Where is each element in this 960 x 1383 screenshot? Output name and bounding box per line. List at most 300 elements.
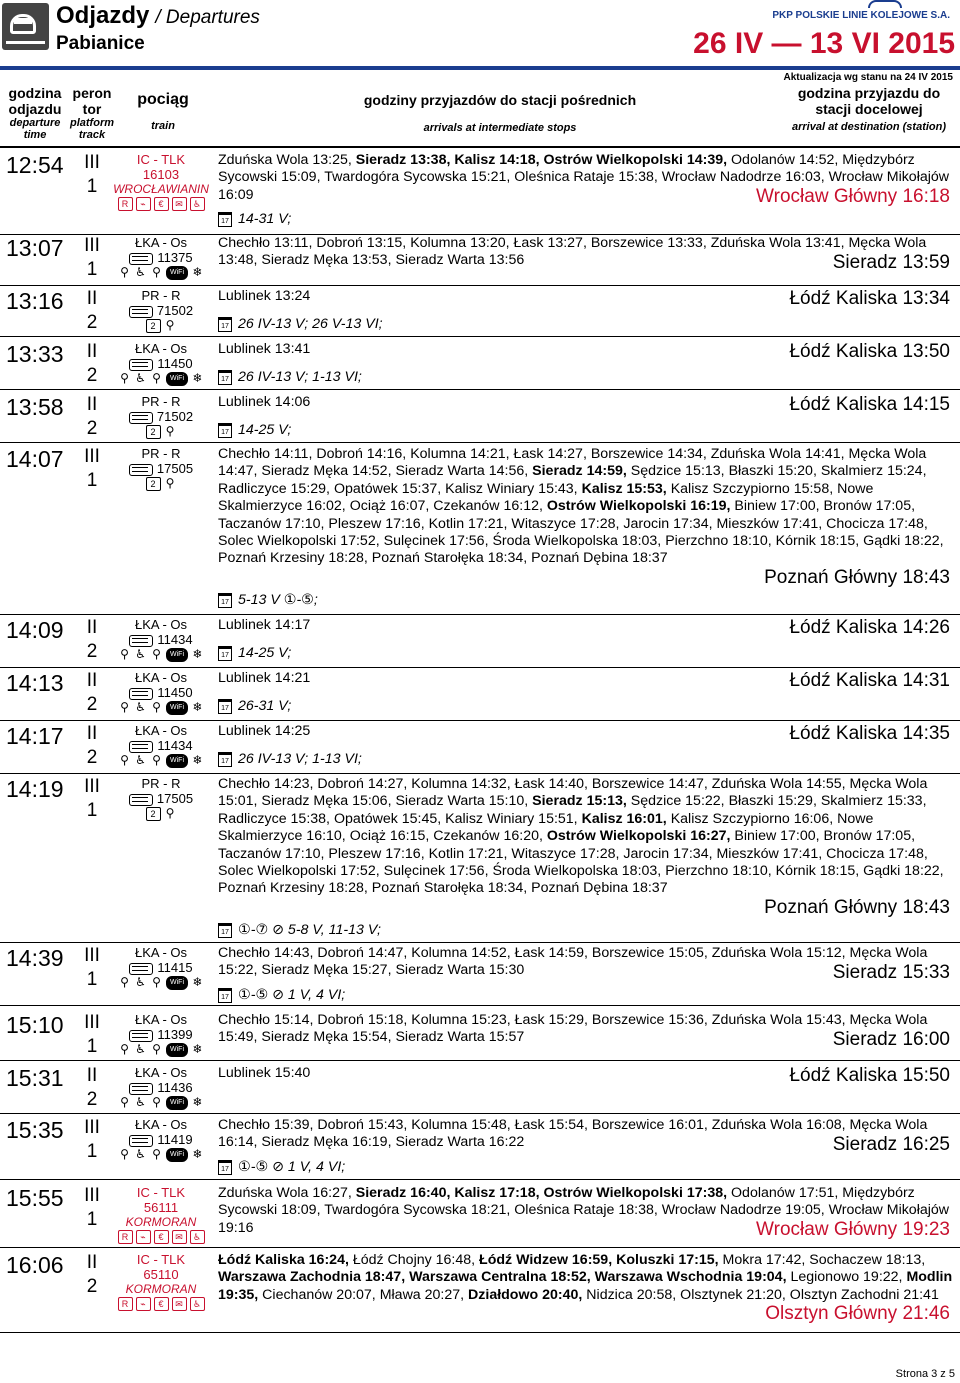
calendar-icon: 17 <box>218 923 232 938</box>
calendar-icon: 17 <box>218 988 232 1003</box>
stop: Koluszki 17:15, <box>616 1252 723 1268</box>
stop: Biniew 17:00, <box>734 828 824 845</box>
stop: Opatówek 15:37, <box>333 480 446 497</box>
bike-icon: ⚲ <box>152 647 161 661</box>
col-header-departure-en: departure time <box>9 117 61 141</box>
stop: Poznań Starołęka 18:34, <box>371 550 532 567</box>
service-days-note <box>218 750 362 768</box>
intermediate-stops <box>218 446 953 568</box>
stop: Chechło 15:39, <box>218 1117 318 1133</box>
bike-icon: ⚲ <box>120 975 129 989</box>
train-amenities <box>112 1043 210 1057</box>
stop: Pleszew 17:16, <box>328 515 429 532</box>
destination-arrival: Łódź Kaliska 14:26 <box>789 617 950 638</box>
destination-arrival: Łódź Kaliska 15:50 <box>789 1065 950 1086</box>
train-amenities <box>112 372 210 386</box>
platform-number: III <box>84 776 100 797</box>
stop: Opatówek 15:45, <box>333 810 446 827</box>
row-divider <box>0 1332 960 1333</box>
stop: Ociąż 16:07, <box>349 498 434 515</box>
stop: Łódź Kaliska 16:24, <box>218 1252 353 1268</box>
stop: Kalisz 14:18, <box>454 152 544 168</box>
stop: Kolumna 15:23, <box>411 1012 515 1028</box>
stop: Radliczyce 15:29, <box>218 480 334 497</box>
platform-number: III <box>84 945 100 966</box>
stop: Ostrów Wielkopolski 16:19, <box>546 498 735 515</box>
platform-number: II <box>86 723 98 744</box>
train-info <box>112 1012 210 1057</box>
col-header-stops-pl: godziny przyjazdów do stacji pośrednich <box>363 92 637 108</box>
stop: Radliczyce 15:38, <box>218 810 334 827</box>
departure-time: 16:06 <box>6 1252 64 1278</box>
stop: Borszewice 15:05, <box>591 945 712 961</box>
platform-number: II <box>86 670 98 691</box>
wheelchair-icon: ♿ <box>135 371 146 385</box>
departure-time: 14:09 <box>6 617 64 643</box>
stop: Poznań Krzesiny 18:28, <box>218 550 372 567</box>
train-number <box>112 461 210 476</box>
stop: Łask 13:27, <box>513 235 591 251</box>
departure-time: 15:55 <box>6 1185 64 1211</box>
col-header-train-pl: pociąg <box>137 91 189 108</box>
row-divider <box>0 285 960 286</box>
train-vehicle-icon <box>129 963 153 975</box>
departure-time: 15:31 <box>6 1065 64 1091</box>
stop: Kalisz Szczypiorno 15:58, <box>670 480 838 497</box>
stop: Wrocław Mikołajów 19:16 <box>218 1202 950 1236</box>
stop: Solec Wielkopolski 17:52, <box>218 533 384 550</box>
stop: Sędzice 15:22, <box>630 793 729 810</box>
stop: Dobroń 15:43, <box>317 1117 412 1133</box>
service-days-note <box>218 210 291 228</box>
train-number <box>112 685 210 700</box>
2-icon: 2 <box>146 477 161 491</box>
euro-icon: € <box>154 1230 169 1244</box>
bike-icon: ⚲ <box>152 700 161 714</box>
departure-time: 12:54 <box>6 152 64 178</box>
row-divider <box>0 667 960 668</box>
departure-row <box>0 341 960 389</box>
stop: Gądki 18:22, <box>863 533 944 550</box>
stop: Kórnik 18:15, <box>775 863 864 880</box>
track-number: 2 <box>86 747 98 768</box>
track-number: 2 <box>86 694 98 715</box>
wheelchair-icon: ♿ <box>135 647 146 661</box>
stop: Dobroń 13:15, <box>316 235 411 251</box>
stop: Mława 20:27, <box>379 1286 469 1303</box>
euro-icon: € <box>154 197 169 211</box>
destination-arrival: Łódź Kaliska 13:50 <box>789 341 950 362</box>
train-vehicle-icon <box>129 741 153 753</box>
bike-icon: ⚲ <box>120 1095 129 1109</box>
departure-row <box>0 617 960 667</box>
stop: Dobroń 14:16, <box>316 446 411 462</box>
departure-row <box>0 670 960 720</box>
stop: Ciechanów 20:07, <box>262 1286 380 1303</box>
update-note: Aktualizacja wg stanu na 24 IV 2015 <box>783 72 953 83</box>
header-rule <box>0 66 960 70</box>
track-number: 2 <box>86 1276 98 1297</box>
service-days-note <box>218 368 362 386</box>
stop: Ostrów Wielkopolski 14:39, <box>543 152 732 168</box>
track-number: 1 <box>86 969 98 990</box>
col-header-platform-en: platform track <box>70 117 114 141</box>
intermediate-stops <box>218 776 953 898</box>
stop: Ostrów Wielkopolski 17:38, <box>543 1185 732 1201</box>
departure-row <box>0 152 960 234</box>
bike-icon: ⚲ <box>120 1042 129 1056</box>
stop: Chocicza 17:48, <box>826 845 928 862</box>
row-divider <box>0 1005 960 1006</box>
service-days-note <box>218 697 291 715</box>
col-header-train <box>118 92 208 132</box>
col-header-train-en: train <box>151 120 175 132</box>
stop: Bronów 17:05, <box>823 828 916 845</box>
stop: Zduńska Wola 14:55, <box>711 776 850 792</box>
bike-icon: ⚲ <box>165 424 175 438</box>
mail-icon: ✉ <box>172 197 187 211</box>
euro-icon: € <box>154 1297 169 1311</box>
train-number-text: 11375 <box>157 250 193 265</box>
train-info <box>112 617 210 662</box>
wifi-icon: WiFi <box>166 1096 188 1110</box>
stop: Zduńska Wola 13:41, <box>710 235 849 251</box>
bike-icon: ⚲ <box>120 265 129 279</box>
stop: Poznań Starołęka 18:34, <box>371 880 532 897</box>
train-vehicle-icon <box>129 1135 153 1147</box>
stop: Mieszków 17:41, <box>716 515 827 532</box>
train-vehicle-icon <box>129 794 153 806</box>
platform-number: III <box>84 1012 100 1033</box>
header-divider <box>0 146 960 148</box>
snow-icon: ❄ <box>192 1042 203 1056</box>
train-amenities <box>112 1230 210 1244</box>
row-divider <box>0 942 960 943</box>
calendar-icon: 17 <box>218 370 232 385</box>
train-amenities <box>112 1297 210 1311</box>
stop: Wrocław Mikołajów 16:09 <box>218 169 950 203</box>
col-header-platform-pl: peron tor <box>72 85 112 117</box>
stop: Kotlin 17:21, <box>428 515 512 532</box>
title-english: / Departures <box>155 7 260 28</box>
bike-icon: ⚲ <box>120 753 129 767</box>
train-info <box>112 341 210 386</box>
train-amenities <box>112 701 210 715</box>
stop: Ociąż 16:15, <box>349 828 434 845</box>
service-days-text: 14-25 V; <box>238 645 292 661</box>
stop: Męcka Wola 13:48, <box>218 235 927 269</box>
departure-row <box>0 945 960 1005</box>
destination-arrival: Sieradz 15:33 <box>832 962 950 983</box>
track-number: 1 <box>86 800 98 821</box>
stop: Sieradz Warta 15:30 <box>395 962 525 979</box>
stop: Sędzice 15:13, <box>630 463 729 480</box>
destination-arrival: Łódź Kaliska 14:15 <box>789 394 950 415</box>
stop: Kalisz Winiary 15:43, <box>445 480 582 497</box>
stop: Pierzchno 18:10, <box>665 863 776 880</box>
platform-number: II <box>86 617 98 638</box>
bike-icon: ⚲ <box>152 753 161 767</box>
col-header-destination-pl: godzina przyjazdu do stacji docelowej <box>797 85 941 117</box>
train-info <box>112 670 210 715</box>
calendar-icon: 17 <box>218 317 232 332</box>
train-number-text: 17505 <box>156 461 194 476</box>
stop: Kolumna 15:48, <box>411 1117 515 1133</box>
service-days-note <box>218 421 291 439</box>
col-header-departure-pl: godzina odjazdu <box>8 85 62 117</box>
train-info <box>112 1252 210 1311</box>
calendar-icon: 17 <box>218 646 232 661</box>
train-number-text: 11434 <box>157 738 193 753</box>
stop: Sieradz 16:40, <box>355 1185 455 1201</box>
bike-icon: ⚲ <box>120 700 129 714</box>
stop: Twardogóra Sycowska 15:21, <box>324 169 515 186</box>
destination-arrival: Wrocław Główny 16:18 <box>756 186 950 207</box>
departure-time: 13:33 <box>6 341 64 367</box>
stop: Sieradz Męka 13:53, <box>261 252 396 269</box>
stop: Borszewice 16:01, <box>591 1117 712 1133</box>
train-info <box>112 1117 210 1162</box>
snow-icon: ❄ <box>192 1095 203 1109</box>
stop: Skalmierz 15:24, <box>820 463 927 480</box>
departure-time: 15:10 <box>6 1012 64 1038</box>
train-info <box>112 1185 210 1244</box>
stop: Olsztynek 21:20, <box>680 1286 790 1303</box>
train-number-text: 11419 <box>157 1132 193 1147</box>
train-info <box>112 235 210 280</box>
stop: Kolumna 13:20, <box>410 235 514 251</box>
train-category: ŁKA - Os <box>134 617 188 632</box>
2-icon: 2 <box>146 425 161 439</box>
calendar-icon: 17 <box>218 752 232 767</box>
train-info <box>112 288 210 333</box>
row-divider <box>0 1247 960 1248</box>
stop: Pierzchno 18:10, <box>665 533 776 550</box>
destination-arrival: Sieradz 16:25 <box>832 1134 950 1155</box>
destination-arrival: Sieradz 16:00 <box>832 1029 950 1050</box>
col-header-stops-en: arrivals at intermediate stops <box>423 122 577 134</box>
departure-row <box>0 288 960 336</box>
wifi-icon: WiFi <box>166 266 188 280</box>
snow-icon: ❄ <box>192 753 203 767</box>
stop: Legionowo 19:22, <box>790 1269 907 1286</box>
stop: Kolumna 14:21, <box>410 446 514 462</box>
train-number <box>112 1132 210 1147</box>
stop: Nidzica 20:58, <box>586 1286 681 1303</box>
service-days-text: ①-⑤ ⊘ 1 V, 4 VI; <box>238 1159 346 1175</box>
train-category: ŁKA - Os <box>134 1012 188 1027</box>
stop: Kalisz Winiary 15:51, <box>445 810 582 827</box>
train-number <box>112 356 210 371</box>
destination-arrival: Poznań Główny 18:43 <box>764 567 950 588</box>
train-number-text: 11436 <box>157 1080 193 1095</box>
stop: Dobroń 14:47, <box>317 945 412 961</box>
snow-icon: ❄ <box>192 265 203 279</box>
train-vehicle-icon <box>129 412 153 424</box>
stop: Oleśnica Rataje 18:38, <box>514 1202 662 1219</box>
stop: Działdowo 20:40, <box>468 1286 587 1303</box>
train-number <box>112 960 210 975</box>
departure-row <box>0 1185 960 1247</box>
stop: Solec Wielkopolski 17:52, <box>218 863 384 880</box>
track-number: 1 <box>86 1141 98 1162</box>
stop: Sieradz Warta 16:22 <box>395 1134 525 1151</box>
snow-icon: ❄ <box>192 647 203 661</box>
title-main: Odjazdy <box>56 2 150 29</box>
validity-period: 26 IV — 13 VI 2015 <box>693 27 955 60</box>
train-amenities <box>112 266 210 280</box>
stop: Błaszki 15:20, <box>728 463 821 480</box>
train-category: IC - TLK <box>136 1252 186 1267</box>
bike-icon: ⚲ <box>152 265 161 279</box>
bike-icon: ⚲ <box>165 806 175 820</box>
train-category: IC - TLK <box>136 152 186 167</box>
platform-number: III <box>84 446 100 467</box>
row-divider <box>0 614 960 615</box>
stop: Mieszków 17:41, <box>716 845 827 862</box>
stop: Łask 14:40, <box>514 776 592 792</box>
departure-time: 14:39 <box>6 945 64 971</box>
departure-time: 13:07 <box>6 235 64 261</box>
train-number <box>112 167 210 182</box>
track-number: 1 <box>86 470 98 491</box>
stop: Kórnik 18:15, <box>775 533 864 550</box>
stop: Witaszyce 17:28, <box>511 845 624 862</box>
stop: Wrocław Nadodrze 16:03, <box>661 169 829 186</box>
stop: Bronów 17:05, <box>823 498 916 515</box>
bike-icon: ⚲ <box>120 1147 129 1161</box>
stop: Pleszew 17:16, <box>328 845 429 862</box>
train-category: ŁKA - Os <box>134 235 188 250</box>
stop: Taczanów 17:10, <box>218 845 329 862</box>
snow-icon: ❄ <box>192 371 203 385</box>
train-amenities <box>112 197 210 211</box>
train-amenities <box>112 425 210 439</box>
train-amenities <box>112 1096 210 1110</box>
train-amenities <box>112 754 210 768</box>
stop: Ostrów Wielkopolski 16:27, <box>546 828 735 845</box>
departure-row <box>0 1065 960 1113</box>
stop: Borszewice 13:33, <box>590 235 711 251</box>
departure-time: 13:58 <box>6 394 64 420</box>
train-number-text: 16103 <box>142 167 180 182</box>
train-category: PR - R <box>141 288 181 303</box>
col-header-stops <box>300 92 700 134</box>
train-name: KORMORAN <box>125 1282 197 1296</box>
wheel-icon: ♿ <box>190 1230 205 1244</box>
wheel-icon: ♿ <box>190 197 205 211</box>
train-category: ŁKA - Os <box>134 723 188 738</box>
stop: Męcka Wola 16:14, <box>218 1117 928 1151</box>
stop: Sieradz Męka 14:52, <box>261 463 396 480</box>
train-number-text: 11450 <box>157 685 193 700</box>
stop: Kolumna 14:32, <box>411 776 515 792</box>
train-info <box>112 1065 210 1110</box>
stop: Męcka Wola 14:47, <box>218 446 927 480</box>
platform-number: II <box>86 288 98 309</box>
train-category: PR - R <box>141 776 181 791</box>
stop: Męcka Wola 15:49, <box>218 1012 928 1046</box>
stop: Sieradz 14:59, <box>532 463 631 480</box>
snow-icon: ❄ <box>192 1147 203 1161</box>
stop: Dobroń 14:27, <box>317 776 412 792</box>
stop: Czekanów 16:12, <box>433 498 547 515</box>
pkp-logo <box>772 0 954 22</box>
track-number: 1 <box>86 1209 98 1230</box>
stop: Jarocin 17:34, <box>623 845 717 862</box>
service-days-text: 26 IV-13 V; 26 V-13 VI; <box>238 316 383 332</box>
destination-arrival: Łódź Kaliska 14:35 <box>789 723 950 744</box>
stop: Borszewice 14:34, <box>590 446 711 462</box>
bike-icon: ⚲ <box>152 1042 161 1056</box>
platform-number: III <box>84 235 100 256</box>
stop: Warszawa Centralna 18:52, <box>409 1269 595 1286</box>
train-number-text: 11434 <box>157 632 193 647</box>
train-info <box>112 446 210 491</box>
row-divider <box>0 773 960 774</box>
train-vehicle-icon <box>129 635 153 647</box>
departure-time: 15:35 <box>6 1117 64 1143</box>
service-days-text: 26-31 V; <box>238 698 292 714</box>
stop: Czekanów 16:20, <box>433 828 547 845</box>
train-number <box>112 250 210 265</box>
train-amenities <box>112 319 210 333</box>
stop: Warszawa Zachodnia 18:47, <box>218 1269 410 1286</box>
stop: Sieradz Męka 15:27, <box>261 962 396 979</box>
stop: Twardogóra Sycowska 18:21, <box>324 1202 515 1219</box>
service-days-text: 26 IV-13 V; 1-13 VI; <box>238 751 362 767</box>
stop: Wrocław Nadodrze 19:05, <box>661 1202 829 1219</box>
train-number-text: 17505 <box>156 791 194 806</box>
train-amenities <box>112 807 210 821</box>
stop: Kalisz 16:01, <box>581 810 671 827</box>
bed-icon: ⌁ <box>136 1297 151 1311</box>
col-header-platform <box>68 85 116 141</box>
service-days-note <box>218 1158 345 1176</box>
stop: Mokra 17:42, <box>722 1252 810 1268</box>
destination-arrival: Olsztyn Główny 21:46 <box>765 1303 950 1324</box>
stop: Zduńska Wola 15:43, <box>711 1012 850 1028</box>
train-info <box>112 152 210 211</box>
bike-icon: ⚲ <box>152 975 161 989</box>
departure-time: 14:19 <box>6 776 64 802</box>
stop: Borszewice 15:36, <box>591 1012 712 1028</box>
calendar-icon: 17 <box>218 699 232 714</box>
stop: Lublinek 14:21 <box>218 670 311 686</box>
service-days-note <box>218 315 383 333</box>
stop: Błaszki 15:29, <box>728 793 821 810</box>
track-number: 2 <box>86 641 98 662</box>
service-days-note <box>218 921 381 939</box>
stop: Łask 14:59, <box>514 945 592 961</box>
platform-number: II <box>86 341 98 362</box>
calendar-icon: 17 <box>218 423 232 438</box>
train-number-text: 11399 <box>157 1027 193 1042</box>
train-vehicle-icon <box>129 688 153 700</box>
train-info <box>112 394 210 439</box>
train-vehicle-icon <box>129 253 153 265</box>
stop: Sieradz Warta 15:57 <box>395 1029 525 1046</box>
wifi-icon: WiFi <box>166 372 188 386</box>
destination-arrival: Łódź Kaliska 14:31 <box>789 670 950 691</box>
wheelchair-icon: ♿ <box>135 1095 146 1109</box>
train-number <box>112 1027 210 1042</box>
departure-row <box>0 394 960 442</box>
stop: Poznań Dębina 18:37 <box>531 880 668 897</box>
train-number-text: 56111 <box>143 1200 179 1215</box>
train-category: ŁKA - Os <box>134 670 188 685</box>
2-icon: 2 <box>146 807 161 821</box>
